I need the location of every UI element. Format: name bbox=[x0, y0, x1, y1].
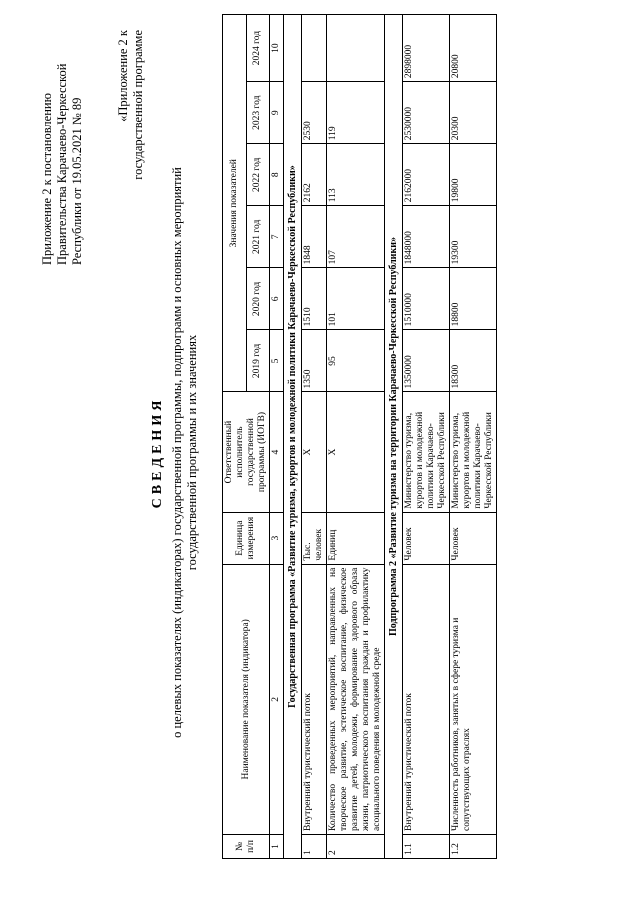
document-subtitle bbox=[170, 70, 200, 835]
row-unit: Человек bbox=[450, 512, 497, 564]
header-year: 2022 год bbox=[246, 144, 270, 206]
row-value: 113 bbox=[327, 144, 385, 206]
row-responsible: Х bbox=[327, 392, 385, 512]
row-value bbox=[302, 15, 327, 82]
row-value: 101 bbox=[327, 268, 385, 330]
appendix-line: Правительства Карачаево-Черкесской bbox=[55, 63, 69, 265]
row-value: 18300 bbox=[450, 330, 497, 392]
row-responsible: Министерство туризма, курортов и молодежной политики Карачаево-Черкесской Республики bbox=[450, 392, 497, 512]
column-number-row bbox=[270, 15, 284, 859]
row-name: Внутренний туристический поток bbox=[302, 564, 327, 834]
appendix-header bbox=[40, 30, 85, 265]
table-row bbox=[450, 15, 497, 859]
col-number: 10 bbox=[270, 15, 284, 82]
row-value: 2898000 bbox=[403, 15, 450, 82]
row-value: 19800 bbox=[450, 144, 497, 206]
row-name: Количество проведенных мероприятий, направленных на творческое развитие, эстетическое воспитание, физическое развитие детей, молодежи, формирование здорового образа жизни, патриотического воспитания граждан и профилактику асоциального поведения в молодежной среде bbox=[327, 564, 385, 834]
row-no: 1.1 bbox=[403, 834, 450, 858]
row-value: 20300 bbox=[450, 82, 497, 144]
row-value bbox=[327, 15, 385, 82]
header-no: № п/п bbox=[223, 834, 270, 858]
col-number: 8 bbox=[270, 144, 284, 206]
header-year: 2020 год bbox=[246, 268, 270, 330]
row-no: 1.2 bbox=[450, 834, 497, 858]
row-value: 2162000 bbox=[403, 144, 450, 206]
document-title: СВЕДЕНИЯ bbox=[150, 396, 165, 509]
row-value: 95 bbox=[327, 330, 385, 392]
row-value: 2530 bbox=[302, 82, 327, 144]
row-value: 1510000 bbox=[403, 268, 450, 330]
table-row bbox=[327, 15, 385, 859]
appendix-line: Республики от 19.05.2021 № 89 bbox=[70, 97, 84, 265]
row-value: 19300 bbox=[450, 206, 497, 268]
appendix-line: Приложение 2 к постановлению bbox=[40, 93, 54, 265]
row-name: Численность работников, занятых в сфере туризма и сопутствующих отраслях bbox=[450, 564, 497, 834]
col-number: 1 bbox=[270, 834, 284, 858]
header-year: 2024 год bbox=[246, 15, 270, 82]
indicators-table bbox=[222, 14, 497, 859]
row-no: 1 bbox=[302, 834, 327, 858]
section-heading-program: Государственная программа «Развитие туризма, курортов и молодежной политики Карачаево-Черкесской Республики» bbox=[284, 15, 302, 859]
table-row bbox=[302, 15, 327, 859]
col-number: 5 bbox=[270, 330, 284, 392]
header-year: 2021 год bbox=[246, 206, 270, 268]
header-responsible: Ответственный исполнитель государственной программы (ИОГВ) bbox=[223, 392, 270, 512]
row-value: 2530000 bbox=[403, 82, 450, 144]
row-no: 2 bbox=[327, 834, 385, 858]
header-values: Значения показателей bbox=[223, 15, 247, 392]
row-value: 1848 bbox=[302, 206, 327, 268]
row-value: 1848000 bbox=[403, 206, 450, 268]
row-unit: Единиц bbox=[327, 512, 385, 564]
row-value: 18800 bbox=[450, 268, 497, 330]
row-value: 107 bbox=[327, 206, 385, 268]
table-row bbox=[403, 15, 450, 859]
subtitle-line: государственной программы и их значениях bbox=[185, 334, 199, 571]
appendix2-header bbox=[116, 30, 146, 265]
col-number: 7 bbox=[270, 206, 284, 268]
row-value: 20800 bbox=[450, 15, 497, 82]
row-value: 1510 bbox=[302, 268, 327, 330]
header-unit: Единица измерения bbox=[223, 512, 270, 564]
row-name: Внутренний туристический поток bbox=[403, 564, 450, 834]
appendix2-line: «Приложение 2 к bbox=[116, 30, 130, 122]
row-value: 119 bbox=[327, 82, 385, 144]
col-number: 6 bbox=[270, 268, 284, 330]
row-responsible: Министерство туризма, курортов и молодежной политики Карачаево-Черкесской Республики bbox=[403, 392, 450, 512]
row-responsible: Х bbox=[302, 392, 327, 512]
col-number: 3 bbox=[270, 512, 284, 564]
row-unit: Тыс. человек bbox=[302, 512, 327, 564]
subtitle-line: о целевых показателях (индикаторах) государственной программы, подпрограмм и основных мероприятий bbox=[170, 167, 184, 738]
col-number: 2 bbox=[270, 564, 284, 834]
row-value: 1350 bbox=[302, 330, 327, 392]
header-year: 2023 год bbox=[246, 82, 270, 144]
row-value: 1350000 bbox=[403, 330, 450, 392]
header-year: 2019 год bbox=[246, 330, 270, 392]
header-name: Наименование показателя (индикатора) bbox=[223, 564, 270, 834]
section-heading-subprogram: Подпрограмма 2 «Развитие туризма на территории Карачаево-Черкесской Республики» bbox=[385, 15, 403, 859]
row-value: 2162 bbox=[302, 144, 327, 206]
row-unit: Человек bbox=[403, 512, 450, 564]
col-number: 4 bbox=[270, 392, 284, 512]
col-number: 9 bbox=[270, 82, 284, 144]
appendix2-line: государственной программе bbox=[131, 30, 145, 180]
